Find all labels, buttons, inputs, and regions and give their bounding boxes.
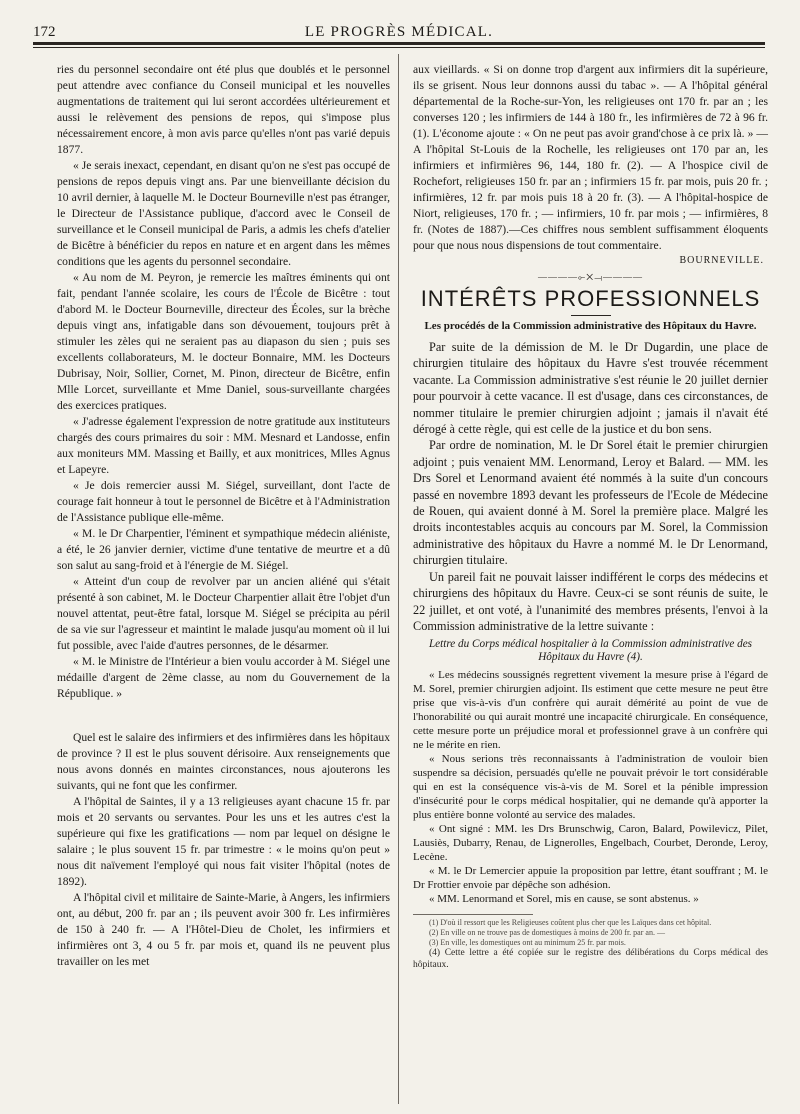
section-title: INTÉRÊTS PROFESSIONNELS bbox=[420, 286, 761, 311]
letter-paragraph: « Ont signé : MM. les Drs Brunschwig, Caron, Balard, Powilevicz, Pilet, Lausiès, Dubarry, Renau, de Lignerolles, Engelbach, Courbet, Deronde, Leroy, Lecène. bbox=[413, 823, 768, 864]
paragraph: « Au nom de M. Peyron, je remercie les maîtres éminents qui ont fait, pendant l'année scolaire, les cours de l'École de Bicêtre : tout d'abord M. le Docteur Bourneville, directeur des Écoles, sur la brèche depuis vingt ans, infatigable dans son dévouement, toujours prêt à stimuler les zèles qui ne seraient pas au diapason du sien ; puis ses excellents collaborateurs, M. le docteur Bonnaire, MM. les Docteurs Dubrisay, Noir, Sollier, Cornet, M. Pinon, directeur de Bicêtre, enfin Mlle Lorcet, surveillante et Mme Daniel, sous-surveillante chargées des exercices pratiques. bbox=[57, 271, 390, 412]
letter-paragraph: « MM. Lenormand et Sorel, mis en cause, se sont abstenus. » bbox=[429, 893, 699, 906]
ornament-divider: ————⟜✕⟞———— bbox=[538, 272, 643, 282]
paragraph: « Je dois remercier aussi M. Siégel, surveillant, dont l'acte de courage fait honneur à tout le personnel de Bicêtre et à l'Administration de l'Assistance publique elle-même. bbox=[57, 479, 390, 524]
paragraph: « M. le Dr Charpentier, l'éminent et sympathique médecin aliéniste, a été, le 26 janvier dernier, victime d'une tentative de meurtre et a dû son salut au sang-froid et à l'énergie de M. Siégel. bbox=[57, 527, 390, 572]
paragraph: « M. le Ministre de l'Intérieur a bien voulu accorder à M. Siégel une médaille d'argent de 2ème classe, au nom du Gouvernement de la République. » bbox=[57, 655, 390, 700]
paragraph: Par suite de la démission de M. le Dr Dugardin, une place de chirurgien titulaire des hôpitaux du Havre s'est trouvée récemment vacante. La Commission administrative s'est réunie le 20 juillet dernier pour pourvoir à cette vacance. Il est d'usage, dans ces circonstances, de nommer titulaire le premier chirurgien adjoint ; jamais il n'avait été dérogé à cette règle, qui est celle de la justice et du bon sens. bbox=[413, 340, 768, 437]
page-header bbox=[33, 24, 765, 44]
header-rule-thin bbox=[33, 47, 765, 48]
footnote: (2) En ville on ne trouve pas de domestiques à moins de 200 fr. par an. — bbox=[429, 928, 665, 938]
letter-title: Lettre du Corps médical hospitalier à la Commission administrative des Hôpitaux du Havre (4). bbox=[428, 638, 753, 664]
section-rule bbox=[571, 315, 611, 316]
paragraph: A l'hôpital de Saintes, il y a 13 religieuses ayant chacune 15 fr. par mois et 20 servants ou servantes. Pour les uns et les autres c'est la supérieure qui fixe les gratifications — nom par lequel on désigne le salaire ; le plus souvent 15 fr. par trimestre : « le moins qu'on peut » nous dit naïvement l'employé qui nous fait visiter l'hôpital (notes de 1892). bbox=[57, 795, 390, 888]
footnote: (4) Cette lettre a été copiée sur le registre des délibérations du Corps médical des hôpitaux. bbox=[413, 948, 768, 970]
page-number: 172 bbox=[33, 24, 56, 40]
paragraph: « J'adresse également l'expression de notre gratitude aux instituteurs chargés des cours primaires du soir : MM. Mesnard et Landosse, enfin aux moniteurs MM. Massing et Bailly, et aux monitrices, Mlles Agnus et Lapeyre. bbox=[57, 415, 390, 476]
column-divider bbox=[398, 54, 399, 1104]
footnote: (1) D'où il ressort que les Religieuses coûtent plus cher que les Laïques dans cet hôpital. bbox=[429, 918, 712, 928]
paragraph: ries du personnel secondaire ont été plus que doublés et le personnel peut attendre avec confiance du Conseil municipal et les nouvelles augmentations de traitement qui lui seront accordées ultérieurement et aussi le relèvement des pensions de repos, qui s'impose plus nécessairement encore, à mon avis parce qu'elles n'ont pas varié depuis 1877. bbox=[57, 63, 390, 156]
paragraph: « Atteint d'un coup de revolver par un ancien aliéné qui s'était présenté à son cabinet, M. le Docteur Charpentier allait être l'objet d'un nouvel attentat, peut-être fatal, lorsque M. Siégel se précipita au péril de sa vie sur l'agresseur et maintint le malade jusqu'au moment où il lui fut possible, avec l'aide d'autres personnes, de le désarmer. bbox=[57, 575, 390, 652]
paragraph: aux vieillards. « Si on donne trop d'argent aux infirmiers dit la supérieure, ils se grisent. Nous leur donnons aussi du tabac ». — A l'hôpital général départemental de la Roche-sur-Yon, les religieuses ont 170 fr. par an ; les converses 120 ; les infirmiers de 144 à 180 fr., les infirmières de 72 à 96 fr. (1). L'économe ajoute : « On ne peut pas avoir grand'chose à ce prix là. » — A l'hôpital St-Louis de la Rochelle, les religieuses ont 170 par an, les infirmiers et infirmières 96, 144, 180 fr. (2). — A l'hospice civil de Rochefort, religieuses 150 fr. par an ; infirmiers 15 fr. par mois, puis 20 fr. ; infirmières, 12 fr. par mois puis 18 à 20 fr. (3). — A l'hôpital-hospice de Niort, religieuses, 170 fr. ; — infirmiers, 10 fr. par mois ; — infirmières, 8 fr. (Notes de 1887).—Ces chiffres nous semblent suffisamment éloquents pour que nous nous dispensions de tout commentaire. bbox=[413, 63, 768, 252]
paragraph: Par ordre de nomination, M. le Dr Sorel était le premier chirurgien adjoint ; puis venaient MM. Lenormand, Leroy et Balard. — MM. les Drs Sorel et Lenormand avaient été nommés à la suite d'un concours passé en novembre 1893 devant les professeurs de l'Ecole de Médecine de Rouen, qui avaient donné à M. Sorel la première place. Malgré les droits incontestables acquis au concours par M. Sorel, la Commission administrative des hôpitaux du Havre a nommé M. le Dr Lenormand, chirurgien titulaire. bbox=[413, 438, 768, 568]
letter-paragraph: « Les médecins soussignés regrettent vivement la mesure prise à l'égard de M. Sorel, premier chirurgien adjoint. Ils estiment que cette mesure ne peut être prise que vis-à-vis d'un confrère qui aurait démérité au point de vue de l'honorabilité ou qui aurait montré une incapacité chirurgicale. En conséquence, cette mesure porte un préjudice moral et professionnel grave à un confrère qui ne le mérite en rien. bbox=[413, 669, 768, 752]
header-rule bbox=[33, 42, 765, 45]
journal-title: LE PROGRÈS MÉDICAL. bbox=[304, 24, 494, 40]
paragraph: A l'hôpital civil et militaire de Sainte-Marie, à Angers, les infirmiers ont, au début, 200 fr. par an ; ils peuvent avoir 300 fr. Les infirmières de 150 à 240 fr. — A l'Hôtel-Dieu de Cholet, les infirmiers et infirmières ont 3, 4 ou 5 fr. par mois et, quand ils ne peuvent plus travailler on les met bbox=[57, 891, 390, 968]
left-column bbox=[57, 62, 390, 970]
letter-paragraph: « Nous serions très reconnaissants à l'administration de vouloir bien suspendre sa décision, persuadés qu'elle ne pouvait prévoir le tort considérable qui en est la conséquence vis-à-vis de M. Sorel et la pénible impression d'insécurité pour le corps médical hospitalier, qui ne demande qu'à apporter la plus entière bonne volonté au service des malades. bbox=[413, 753, 768, 822]
footnote: (3) En ville, les domestiques ont au minimum 25 fr. par mois. bbox=[429, 938, 626, 948]
paragraph: Un pareil fait ne pouvait laisser indifférent le corps des médecins et chirurgiens des hôpitaux du Havre. Ceux-ci se sont réunis de suite, le 22 juillet, et ont voté, à l'unanimité des membres présents, l'envoi à la Commission administrative de la lettre suivante : bbox=[413, 569, 768, 633]
paragraph: Quel est le salaire des infirmiers et des infirmières dans les hôpitaux de province ? Il est le plus souvent dérisoire. Aux renseignements que nous avons donnés en maintes circonstances, nous ajouterons les suivants, qui ne font que les confirmer. bbox=[57, 731, 390, 792]
footnote-rule bbox=[413, 914, 533, 915]
letter-paragraph: « M. le Dr Lemercier appuie la proposition par lettre, étant souffrant ; M. le Dr Frottier envoie par dépêche son adhésion. bbox=[413, 865, 768, 892]
author-signature: BOURNEVILLE. bbox=[679, 255, 764, 266]
article-subtitle: Les procédés de la Commission administrative des Hôpitaux du Havre. bbox=[424, 320, 757, 332]
paragraph: « Je serais inexact, cependant, en disant qu'on ne s'est pas occupé de pensions de repos depuis vingt ans. Par une bienveillante décision du 10 avril dernier, à laquelle M. le Docteur Bourneville n'est pas étranger, le Directeur de l'Assistance publique, d'accord avec le Conseil de surveillance et le Conseil municipal de Paris, a admis les chefs d'atelier de Bicêtre à bénéficier du repos en nature et en argent dans les mêmes conditions que les agents du personnel secondaire. bbox=[57, 159, 390, 268]
section-gap bbox=[57, 702, 390, 730]
right-column bbox=[413, 62, 768, 971]
